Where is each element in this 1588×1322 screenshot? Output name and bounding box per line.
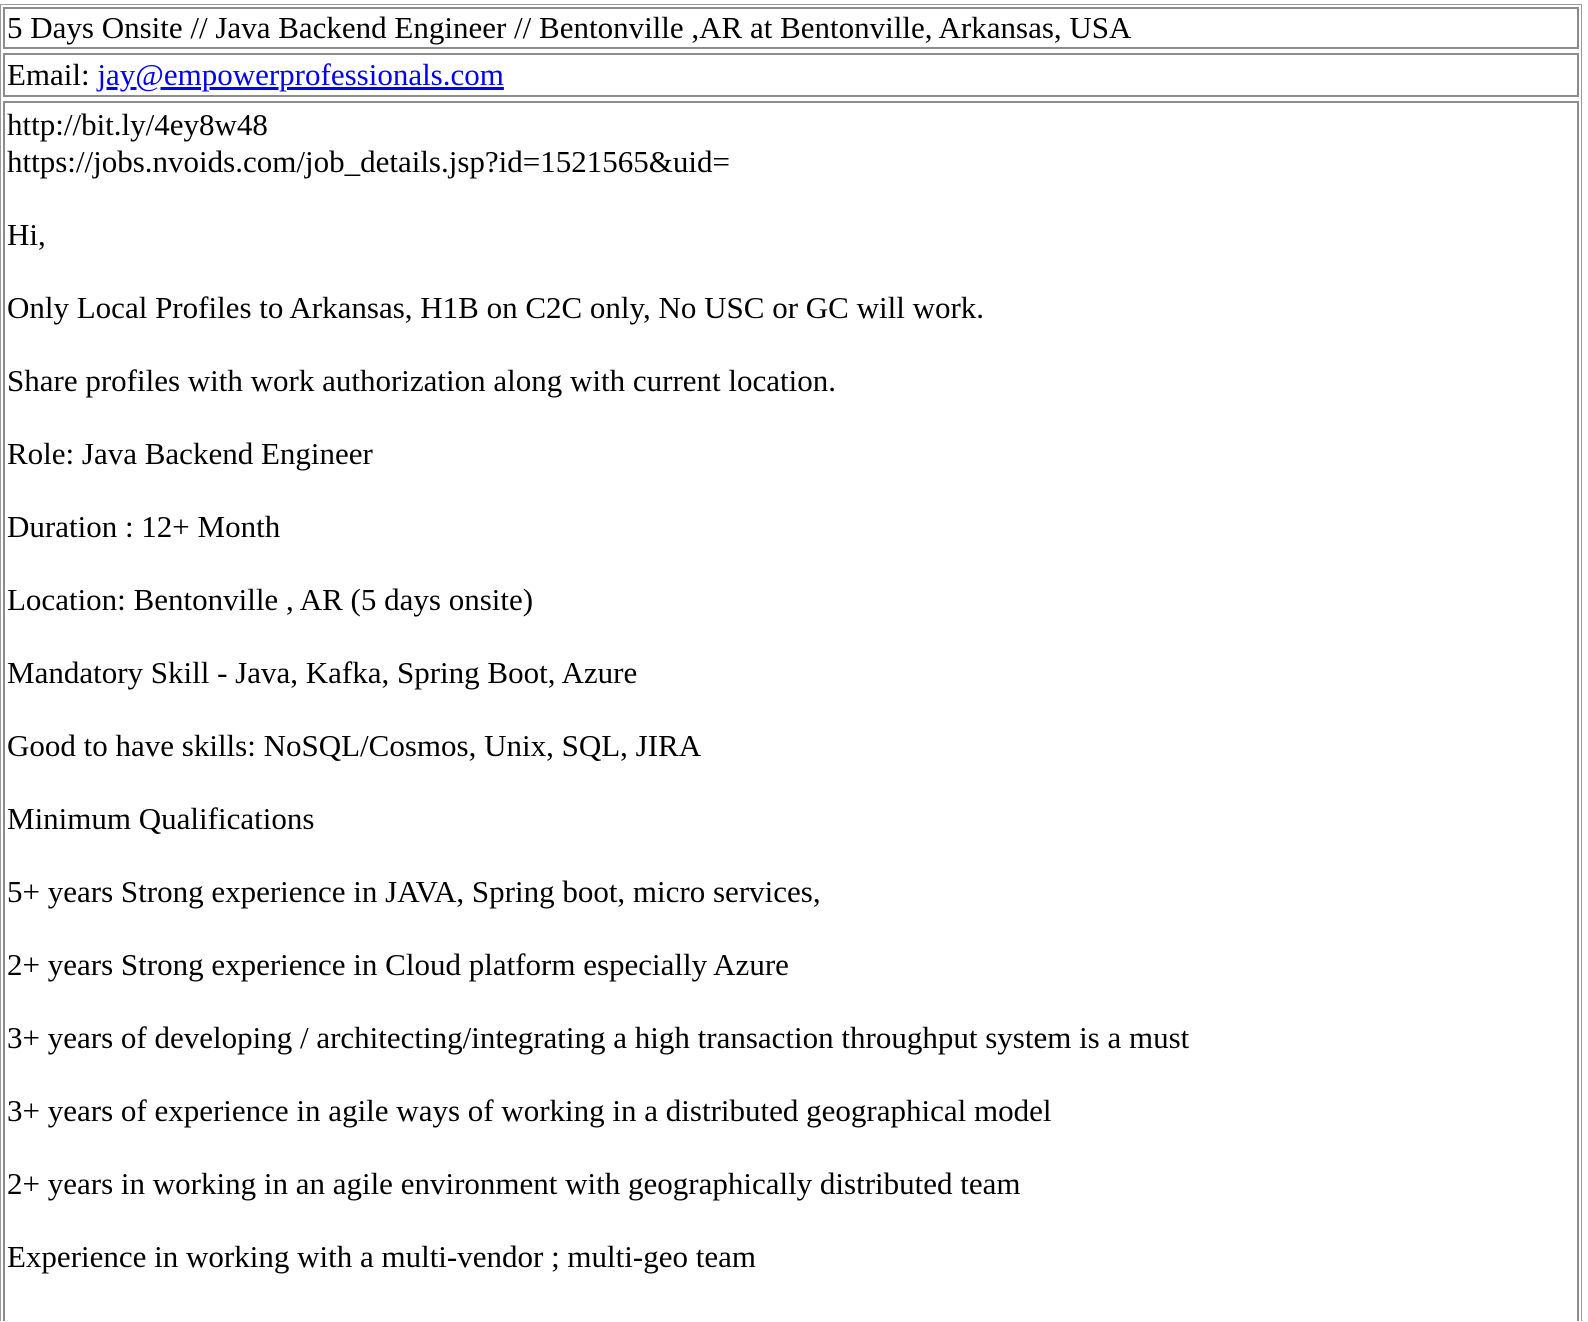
spacer [7, 691, 1577, 728]
spacer [7, 472, 1577, 509]
spacer [7, 1202, 1577, 1239]
short-link: http://bit.ly/4ey8w48 [7, 107, 268, 142]
spacer [7, 764, 1577, 801]
mandatory-skills-line: Mandatory Skill - Java, Kafka, Spring Boot, Azure [7, 654, 638, 690]
job-title-text: 5 Days Onsite // Java Backend Engineer // Bentonville ,AR at Bentonville, Arkansas, USA [7, 10, 1132, 45]
good-to-have-skills-line: Good to have skills: NoSQL/Cosmos, Unix, SQL, JIRA [7, 727, 702, 763]
spacer [7, 837, 1577, 874]
email-link[interactable]: jay@empowerprofessionals.com [97, 57, 504, 92]
qualification-item: 2+ years Strong experience in Cloud platform especially Azure [7, 946, 789, 982]
spacer [7, 180, 1577, 217]
spacer [7, 253, 1577, 290]
qualification-item: 2+ years in working in an agile environment with geographically distributed team [7, 1165, 1021, 1201]
qualification-item: 3+ years of experience in agile ways of working in a distributed geographical model [7, 1092, 1052, 1128]
role-line: Role: Java Backend Engineer [7, 435, 373, 471]
spacer [7, 326, 1577, 363]
local-profiles-note: Only Local Profiles to Arkansas, H1B on C2C only, No USC or GC will work. [7, 289, 985, 325]
spacer [7, 618, 1577, 655]
qualifications-heading: Minimum Qualifications [7, 800, 315, 836]
job-title [3, 7, 1579, 49]
location-line: Location: Bentonville , AR (5 days onsite) [7, 581, 534, 617]
spacer [7, 910, 1577, 947]
qualification-item: 3+ years of developing / architecting/integrating a high transaction throughput system is a must [7, 1019, 1190, 1055]
spacer [7, 1129, 1577, 1166]
spacer [7, 545, 1577, 582]
qualification-item: Experience in working with a multi-vendor ; multi-geo team [7, 1238, 756, 1274]
email-row [3, 53, 1579, 97]
duration-line: Duration : 12+ Month [7, 508, 281, 544]
share-profiles-note: Share profiles with work authorization along with current location. [7, 362, 837, 398]
spacer [7, 1056, 1577, 1093]
job-posting-table [0, 4, 1582, 1321]
spacer [7, 399, 1577, 436]
spacer [7, 983, 1577, 1020]
job-details-link: https://jobs.nvoids.com/job_details.jsp?id=1521565&uid= [7, 143, 730, 179]
greeting: Hi, [7, 216, 46, 252]
job-description [3, 101, 1579, 1321]
qualification-item: 5+ years Strong experience in JAVA, Spring boot, micro services, [7, 873, 821, 909]
email-label: Email: [7, 57, 98, 92]
